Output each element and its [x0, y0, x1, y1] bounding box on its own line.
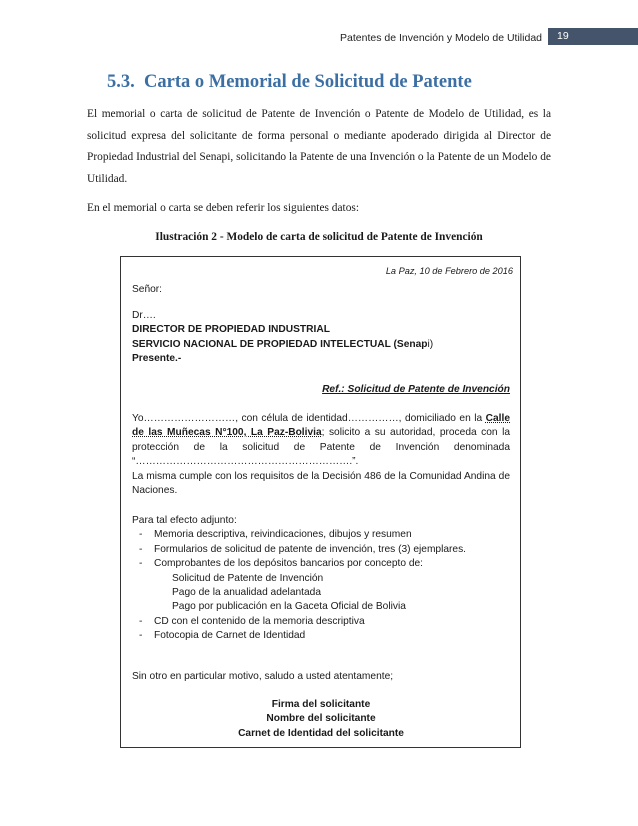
intro-paragraph: El memorial o carta de solicitud de Patente de Invención o Patente de Modelo de Utilidad, es la solicitud expresa del solicitante de forma personal o mediante apoderado dirigida al Director de Propiedad Industrial del Senapi, solicitando la Patente de una Invención o la Patente de un Modelo de Utilidad.: [87, 108, 551, 185]
recipient-org: [132, 338, 510, 352]
signature-line: Firma del solicitante: [271, 699, 371, 710]
section-title: Carta o Memorial de Solicitud de Patente: [144, 72, 472, 92]
sub-item: Pago de la anualidad adelantada: [172, 587, 321, 599]
list-item: - Formularios de solicitud de patente de invención, tres (3) ejemplares.: [132, 543, 510, 557]
name-line: Nombre del solicitante: [266, 713, 376, 725]
letter-template-box: [120, 256, 521, 748]
letter-recipient: [132, 309, 510, 367]
id-line: Carnet de Identidad del solicitante: [238, 727, 404, 739]
attachments-section: [132, 514, 510, 644]
recipient-org-tail: i): [427, 338, 434, 350]
letter-salutation: Señor:: [132, 284, 163, 295]
section-number: 5.3.: [107, 72, 135, 92]
body-part-3: La misma cumple con los requisitos de la Decisión 486 de la Comunidad Andina de Naciones.: [132, 470, 510, 497]
recipient-prefix: Dr….: [132, 310, 156, 321]
body-part-1: Yo………………………, con célula de identidad……………, domiciliado en la: [132, 413, 486, 424]
body-part-2: ; solicito a su autoridad, proceda con la protección de la solicitud de Patente de Invención denominada “……………………………………………………….”.: [132, 427, 510, 468]
list-item: - CD con el contenido de la memoria descriptiva: [132, 615, 510, 629]
presente: Presente.-: [132, 353, 182, 365]
attachments-list-continued: [132, 615, 510, 644]
recipient-title: DIRECTOR DE PROPIEDAD INDUSTRIAL: [132, 324, 330, 336]
sub-item: Solicitud de Patente de Invención: [172, 572, 324, 584]
attachments-intro: Para tal efecto adjunto:: [132, 515, 237, 526]
letter-reference: Ref.: Solicitud de Patente de Invención: [322, 384, 510, 395]
letter-date: La Paz, 10 de Febrero de 2016: [385, 266, 513, 276]
letter-body: [132, 412, 510, 498]
lead-paragraph: En el memorial o carta se deben referir los siguientes datos:: [87, 202, 360, 214]
page-number: 19: [548, 28, 638, 45]
list-item: - Fotocopia de Carnet de Identidad: [132, 629, 510, 643]
recipient-org-main: SERVICIO NACIONAL DE PROPIEDAD INTELECTUAL (Senap: [132, 338, 428, 350]
signature-block: [132, 698, 510, 741]
section-heading: [107, 72, 472, 93]
list-item: - Comprobantes de los depósitos bancarios por concepto de:: [132, 557, 510, 571]
sub-item: Pago por publicación en la Gaceta Oficial de Bolivia: [172, 601, 406, 613]
list-item: - Memoria descriptiva, reivindicaciones, dibujos y resumen: [132, 528, 510, 542]
attachments-list: [132, 528, 510, 571]
body-address: Calle de las Muñecas N°100, La Paz-Bolivia: [132, 413, 510, 439]
running-header-title: Patentes de Invención y Modelo de Utilidad: [340, 32, 542, 44]
letter-closing: Sin otro en particular motivo, saludo a usted atentamente;: [132, 671, 394, 682]
figure-caption: Ilustración 2 - Modelo de carta de solicitud de Patente de Invención: [155, 231, 483, 243]
